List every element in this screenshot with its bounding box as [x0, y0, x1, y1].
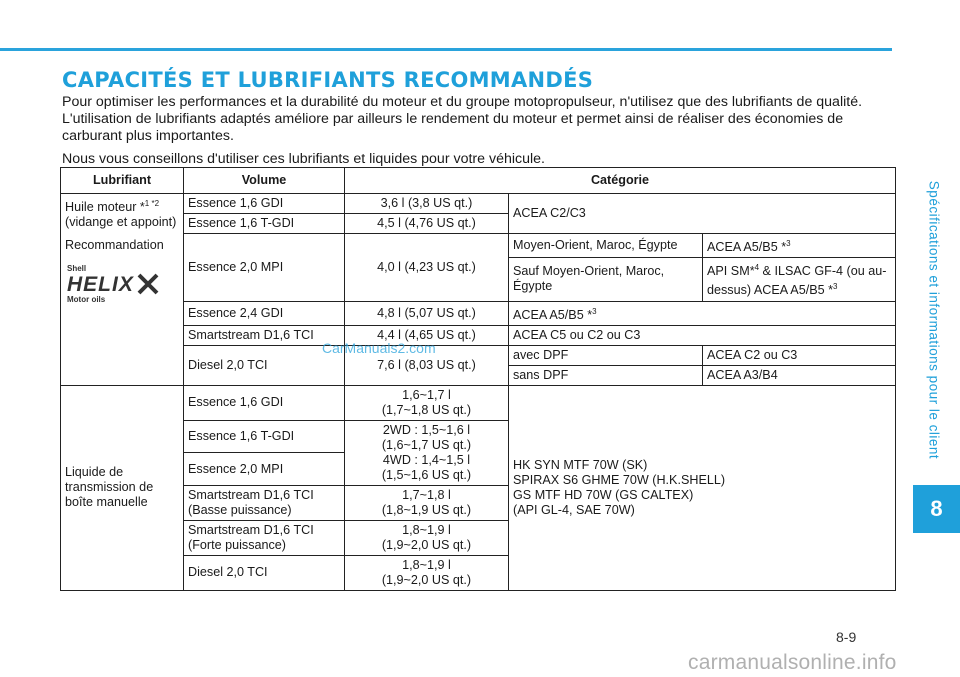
header-volume: Volume [184, 168, 345, 194]
transmission-label: Liquide de transmission de boîte manuelle [61, 385, 184, 590]
section-sidebar [924, 165, 944, 475]
trans-engine: Smartstream D1,6 TCI (Forte puissance) [184, 520, 345, 555]
svg-text:Shell: Shell [67, 264, 87, 274]
oil-volume: 7,6 l (8,03 US qt.) [345, 345, 509, 385]
oil-condition: sans DPF [509, 365, 703, 385]
oil-region: Moyen-Orient, Maroc, Égypte [509, 234, 703, 258]
oil-volume: 4,8 l (5,07 US qt.) [345, 301, 509, 325]
oil-volume: 4,5 l (4,76 US qt.) [345, 214, 509, 234]
table-row [61, 301, 896, 325]
table-row [61, 194, 896, 214]
oil-engine: Smartstream D1,6 TCI [184, 325, 345, 345]
oil-category: ACEA C5 ou C2 ou C3 [509, 325, 896, 345]
table-row [61, 325, 896, 345]
oil-volume: 4,0 l (4,23 US qt.) [345, 234, 509, 302]
oil-condition: avec DPF [509, 345, 703, 365]
trans-engine: Essence 2,0 MPI [184, 453, 345, 486]
oil-category: API SM*$^4$ & ILSAC GF-4 (ou au-dessus) ACEA A5/B5 *$^3$ [703, 258, 896, 301]
header-category: Catégorie [345, 168, 896, 194]
table-row [61, 385, 896, 420]
oil-volume: 3,6 l (3,8 US qt.) [345, 194, 509, 214]
site-watermark: CarManuals2.com [322, 340, 436, 356]
shell-helix-logo [65, 261, 165, 305]
trans-volume: 1,8~1,9 l (1,9~2,0 US qt.) [345, 555, 509, 590]
trans-volume: 1,7~1,8 l (1,8~1,9 US qt.) [345, 485, 509, 520]
oil-category: ACEA C2/C3 [509, 194, 896, 234]
svg-text:HELIX: HELIX [67, 273, 134, 297]
header-lubricant: Lubrifiant [61, 168, 184, 194]
oil-engine: Essence 1,6 GDI [184, 194, 345, 214]
page-number: 8-9 [836, 629, 857, 645]
header-rule [0, 48, 892, 51]
oil-category: ACEA A5/B5 *$^3$ [509, 301, 896, 325]
oil-category: ACEA A3/B4 [703, 365, 896, 385]
lubricants-table [60, 167, 896, 591]
oil-engine: Diesel 2,0 TCI [184, 345, 345, 385]
engine-oil-label-cell [61, 194, 184, 386]
oil-category: ACEA A5/B5 *$^3$ [703, 234, 896, 258]
trans-engine: Smartstream D1,6 TCI (Basse puissance) [184, 485, 345, 520]
trans-engine: Essence 1,6 GDI [184, 385, 345, 420]
trans-volume: 2WD : 1,5~1,6 l (1,6~1,7 US qt.) 4WD : 1,4~1,5 l (1,5~1,6 US qt.) [345, 420, 509, 485]
chapter-tab[interactable]: 8 [913, 485, 960, 533]
table-row [61, 345, 896, 365]
intro-paragraph-2: Nous vous conseillons d'utiliser ces lubrifiants et liquides pour votre véhicule. [62, 151, 545, 167]
section-title: Spécifications et informations pour le client [926, 180, 942, 460]
oil-volume: 4,4 l (4,65 US qt.) [345, 325, 509, 345]
oil-engine: Essence 2,0 MPI [184, 234, 345, 302]
trans-volume: 1,6~1,7 l (1,7~1,8 US qt.) [345, 385, 509, 420]
trans-category: HK SYN MTF 70W (SK) SPIRAX S6 GHME 70W (H.K.SHELL) GS MTF HD 70W (GS CALTEX) (API GL-4, SAE 70W) [509, 385, 896, 590]
engine-oil-label: Huile moteur *$^{1 *2}$ [65, 199, 160, 215]
footer-watermark: carmanualsonline.info [688, 651, 897, 674]
oil-region: Sauf Moyen-Orient, Maroc, Égypte [509, 258, 703, 301]
trans-volume: 1,8~1,9 l (1,9~2,0 US qt.) [345, 520, 509, 555]
intro-text [62, 94, 894, 168]
page-title: CAPACITÉS ET LUBRIFIANTS RECOMMANDÉS [62, 68, 594, 92]
trans-engine: Essence 1,6 T-GDI [184, 420, 345, 453]
trans-engine: Diesel 2,0 TCI [184, 555, 345, 590]
oil-engine: Essence 2,4 GDI [184, 301, 345, 325]
table-header-row [61, 168, 896, 194]
oil-category: ACEA C2 ou C3 [703, 345, 896, 365]
oil-engine: Essence 1,6 T-GDI [184, 214, 345, 234]
recommendation-label: Recommandation [65, 238, 164, 253]
table-row [61, 234, 896, 258]
svg-text:Motor oils: Motor oils [67, 295, 106, 305]
engine-oil-note: (vidange et appoint) [65, 215, 177, 230]
intro-paragraph-1: Pour optimiser les performances et la durabilité du moteur et du groupe motopropulseur, n'utilisez que des lubrifiants de qualité. L'utilisation de lubrifiants adaptés améliore par ailleurs le rendement du moteur et permet ainsi de réaliser des économies de carburant plus importantes. [62, 94, 863, 144]
